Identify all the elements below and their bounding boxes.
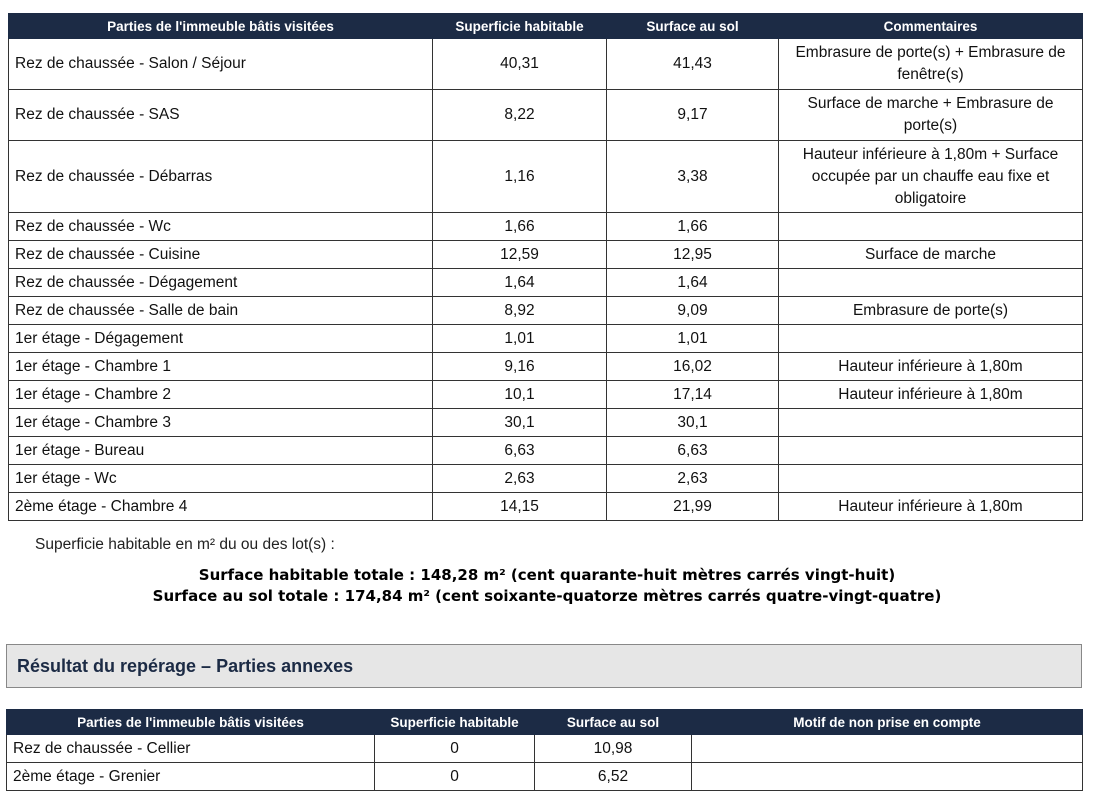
cell-partie: Rez de chaussée - Dégagement xyxy=(9,269,433,297)
header-surface-au-sol: Surface au sol xyxy=(607,14,779,39)
table-row xyxy=(9,297,1083,325)
table-header-row xyxy=(9,14,1083,39)
header-superficie-habitable: Superficie habitable xyxy=(375,710,535,735)
cell-sol: 30,1 xyxy=(607,409,779,437)
table-row xyxy=(9,437,1083,465)
section-title: Résultat du repérage – Parties annexes xyxy=(17,656,354,676)
cell-partie: 2ème étage - Grenier xyxy=(7,763,375,791)
habitable-label: Superficie habitable en m² du ou des lot(s) : xyxy=(35,536,335,553)
cell-sol: 3,38 xyxy=(607,141,779,213)
cell-commentaire: Surface de marche xyxy=(779,241,1083,269)
cell-partie: 1er étage - Chambre 1 xyxy=(9,353,433,381)
cell-sol: 1,01 xyxy=(607,325,779,353)
cell-motif xyxy=(692,763,1083,791)
cell-partie: Rez de chaussée - Cellier xyxy=(7,735,375,763)
table-row xyxy=(9,409,1083,437)
cell-partie: Rez de chaussée - Débarras xyxy=(9,141,433,213)
cell-sol: 12,95 xyxy=(607,241,779,269)
cell-habitable: 10,1 xyxy=(433,381,607,409)
cell-sol: 1,66 xyxy=(607,213,779,241)
cell-partie: Rez de chaussée - Salle de bain xyxy=(9,297,433,325)
table-header-row xyxy=(7,710,1083,735)
header-partie: Parties de l'immeuble bâtis visitées xyxy=(9,14,433,39)
cell-partie: 1er étage - Bureau xyxy=(9,437,433,465)
total-sol: Surface au sol totale : 174,84 m² (cent soixante-quatorze mètres carrés quatre-vingt-quatre) xyxy=(152,587,942,605)
header-superficie-habitable: Superficie habitable xyxy=(433,14,607,39)
cell-habitable: 9,16 xyxy=(433,353,607,381)
cell-commentaire xyxy=(779,437,1083,465)
cell-habitable: 2,63 xyxy=(433,465,607,493)
cell-habitable: 30,1 xyxy=(433,409,607,437)
cell-commentaire xyxy=(779,409,1083,437)
cell-partie: 1er étage - Dégagement xyxy=(9,325,433,353)
table-row xyxy=(9,353,1083,381)
table-row xyxy=(7,735,1083,763)
table-row xyxy=(9,90,1083,141)
cell-partie: 2ème étage - Chambre 4 xyxy=(9,493,433,521)
cell-commentaire xyxy=(779,325,1083,353)
cell-habitable: 1,64 xyxy=(433,269,607,297)
cell-sol: 6,52 xyxy=(535,763,692,791)
cell-habitable: 1,66 xyxy=(433,213,607,241)
annex-table xyxy=(6,709,1083,791)
cell-commentaire: Hauteur inférieure à 1,80m xyxy=(779,381,1083,409)
cell-partie: 1er étage - Wc xyxy=(9,465,433,493)
header-commentaires: Commentaires xyxy=(779,14,1083,39)
cell-sol: 17,14 xyxy=(607,381,779,409)
cell-sol: 6,63 xyxy=(607,437,779,465)
cell-habitable: 12,59 xyxy=(433,241,607,269)
table-row xyxy=(9,241,1083,269)
header-surface-au-sol: Surface au sol xyxy=(535,710,692,735)
table-row xyxy=(9,493,1083,521)
total-habitable: Surface habitable totale : 148,28 m² (cent quarante-huit mètres carrés vingt-huit) xyxy=(198,566,896,584)
cell-sol: 41,43 xyxy=(607,39,779,90)
cell-sol: 1,64 xyxy=(607,269,779,297)
cell-commentaire xyxy=(779,465,1083,493)
table-row xyxy=(9,269,1083,297)
cell-motif xyxy=(692,735,1083,763)
cell-sol: 9,09 xyxy=(607,297,779,325)
table-row xyxy=(9,381,1083,409)
cell-habitable: 0 xyxy=(375,763,535,791)
cell-habitable: 0 xyxy=(375,735,535,763)
cell-commentaire xyxy=(779,269,1083,297)
cell-partie: 1er étage - Chambre 3 xyxy=(9,409,433,437)
table-row xyxy=(9,465,1083,493)
table-row xyxy=(9,141,1083,213)
cell-commentaire: Surface de marche + Embrasure de porte(s) xyxy=(779,90,1083,141)
cell-habitable: 40,31 xyxy=(433,39,607,90)
table-row xyxy=(9,39,1083,90)
cell-sol: 16,02 xyxy=(607,353,779,381)
cell-sol: 9,17 xyxy=(607,90,779,141)
cell-habitable: 14,15 xyxy=(433,493,607,521)
table-row xyxy=(9,325,1083,353)
cell-habitable: 6,63 xyxy=(433,437,607,465)
cell-partie: Rez de chaussée - SAS xyxy=(9,90,433,141)
cell-sol: 2,63 xyxy=(607,465,779,493)
cell-commentaire: Hauteur inférieure à 1,80m xyxy=(779,353,1083,381)
cell-commentaire: Hauteur inférieure à 1,80m + Surface occupée par un chauffe eau fixe et obligatoire xyxy=(779,141,1083,213)
cell-commentaire: Embrasure de porte(s) xyxy=(779,297,1083,325)
surface-table xyxy=(8,13,1083,521)
cell-habitable: 1,16 xyxy=(433,141,607,213)
cell-partie: Rez de chaussée - Wc xyxy=(9,213,433,241)
header-motif: Motif de non prise en compte xyxy=(692,710,1083,735)
cell-commentaire xyxy=(779,213,1083,241)
table-row xyxy=(7,763,1083,791)
cell-habitable: 1,01 xyxy=(433,325,607,353)
cell-sol: 10,98 xyxy=(535,735,692,763)
cell-habitable: 8,92 xyxy=(433,297,607,325)
header-partie: Parties de l'immeuble bâtis visitées xyxy=(7,710,375,735)
cell-sol: 21,99 xyxy=(607,493,779,521)
cell-partie: Rez de chaussée - Cuisine xyxy=(9,241,433,269)
section-header-annexes xyxy=(6,644,1082,688)
cell-commentaire: Hauteur inférieure à 1,80m xyxy=(779,493,1083,521)
cell-partie: Rez de chaussée - Salon / Séjour xyxy=(9,39,433,90)
cell-commentaire: Embrasure de porte(s) + Embrasure de fenêtre(s) xyxy=(779,39,1083,90)
cell-habitable: 8,22 xyxy=(433,90,607,141)
table-row xyxy=(9,213,1083,241)
cell-partie: 1er étage - Chambre 2 xyxy=(9,381,433,409)
